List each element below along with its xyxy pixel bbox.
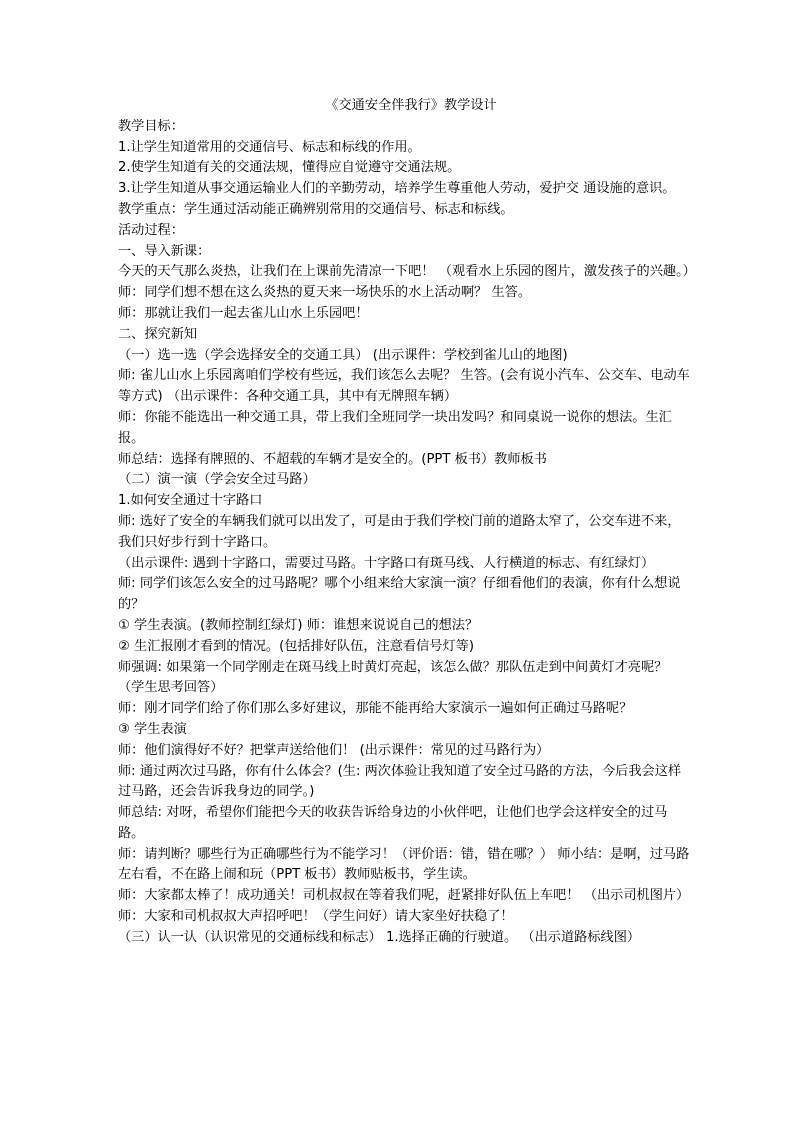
document-line: 师强调: 如果第一个同学刚走在斑马线上时黄灯亮起，该怎么做？那队伍走到中间黄灯才亮呢？（学生思考回答） [118,659,668,696]
document-line: （三）认一认（认识常见的交通标线和标志） 1.选择正确的行驶道。 （出示道路标线图） [118,929,641,945]
document-lines [118,117,696,949]
document-line: 师：那就让我们一起去雀儿山水上乐园吧！ [118,305,369,321]
document-line: （一）选一选（学会选择安全的交通工具） (出示课件：学校到雀儿山的地图) [118,347,568,363]
document-title: 《交通安全伴我行》教学设计 [325,98,497,113]
document-line: 师: 选好了安全的车辆我们就可以出发了，可是由于我们学校门前的道路太窄了，公交车进不来，我们只好步行到十字路口。 [118,513,681,550]
document-line: 1.让学生知道常用的交通信号、标志和标线的作用。 [118,139,421,155]
document-body [118,96,696,949]
document-line: 师总结：选择有牌照的、不超载的车辆才是安全的。(PPT 板书）教师板书 [118,451,547,467]
document-line: 二、探究新知 [118,326,198,342]
document-line: 教学重点：学生通过活动能正确辨别常用的交通信号、标志和标线。 [118,201,514,217]
document-line: 今天的天气那么炎热，让我们在上课前先清凉一下吧！ （观看水上乐园的图片，激发孩子的兴趣。） [118,264,696,280]
document-line: 师：同学们想不想在这么炎热的夏天来一场快乐的水上活动啊？ 生答。 [118,285,532,301]
document-line: 3.让学生知道从事交通运输业人们的辛勤劳动，培养学生尊重他人劳动，爱护交 通设施的意识。 [118,181,676,197]
document-line: ① 学生表演。(教师控制红绿灯) 师：谁想来说说自己的想法？ [118,617,479,633]
document-line: 师：大家和司机叔叔大声招呼吧！（学生问好）请大家坐好扶稳了！ [118,909,514,925]
document-line: （二）演一演（学会安全过马路） [118,472,316,488]
document-line: 师：你能不能选出一种交通工具，带上我们全班同学一块出发吗？和同桌说一说你的想法。生汇报。 [118,409,672,446]
document-line: 师: 雀儿山水上乐园离咱们学校有些远，我们该怎么去呢？ 生答。(会有说小汽车、公交车、电动车等方式) （出示课件：各种交通工具，其中有无牌照车辆） [118,368,690,405]
document-line: 2.使学生知道有关的交通法规，懂得应自觉遵守交通法规。 [118,160,461,176]
document-line: 师：请判断？哪些行为正确哪些行为不能学习！（评价语：错，错在哪？） 师小结：是啊，过马路左右看，不在路上闹和玩（PPT 板书）教师贴板书，学生读。 [118,846,690,883]
document-line: 师：他们演得好不好？把掌声送给他们！ (出示课件：常见的过马路行为） [118,742,550,758]
document-line: 活动过程： [118,222,184,238]
document-line: 师总结: 对呀，希望你们能把今天的收获告诉给身边的小伙伴吧，让他们也学会这样安全的过马路。 [118,805,668,841]
document-line: 1.如何安全通过十字路口 [118,493,263,509]
document-line: 师：刚才同学们给了你们那么多好建议，那能不能再给大家演示一遍如何正确过马路呢？ [118,701,633,717]
document-line: ③ 学生表演 [118,721,187,737]
document-line: 师: 同学们该怎么安全的过马路呢？哪个小组来给大家演一演？仔细看他们的表演，你有什么想说的？ [118,576,681,613]
document-line: 师：大家都太棒了！成功通关！司机叔叔在等着我们呢，赶紧排好队伍上车吧！ （出示司机图片） [118,888,690,904]
document-line: （出示课件: 遇到十字路口，需要过马路。十字路口有斑马线、人行横道的标志、有红绿灯） [118,555,655,571]
document-line: 教学目标： [118,118,184,134]
document-line: 一、导入新课： [118,243,211,259]
document-line: ② 生汇报刚才看到的情况。(包括排好队伍，注意看信号灯等) [118,638,474,654]
document-line: 师: 通过两次过马路，你有什么体会？(生: 两次体验让我知道了安全过马路的方法，今后我会这样过马路，还会告诉我身边的同学。) [118,763,682,800]
